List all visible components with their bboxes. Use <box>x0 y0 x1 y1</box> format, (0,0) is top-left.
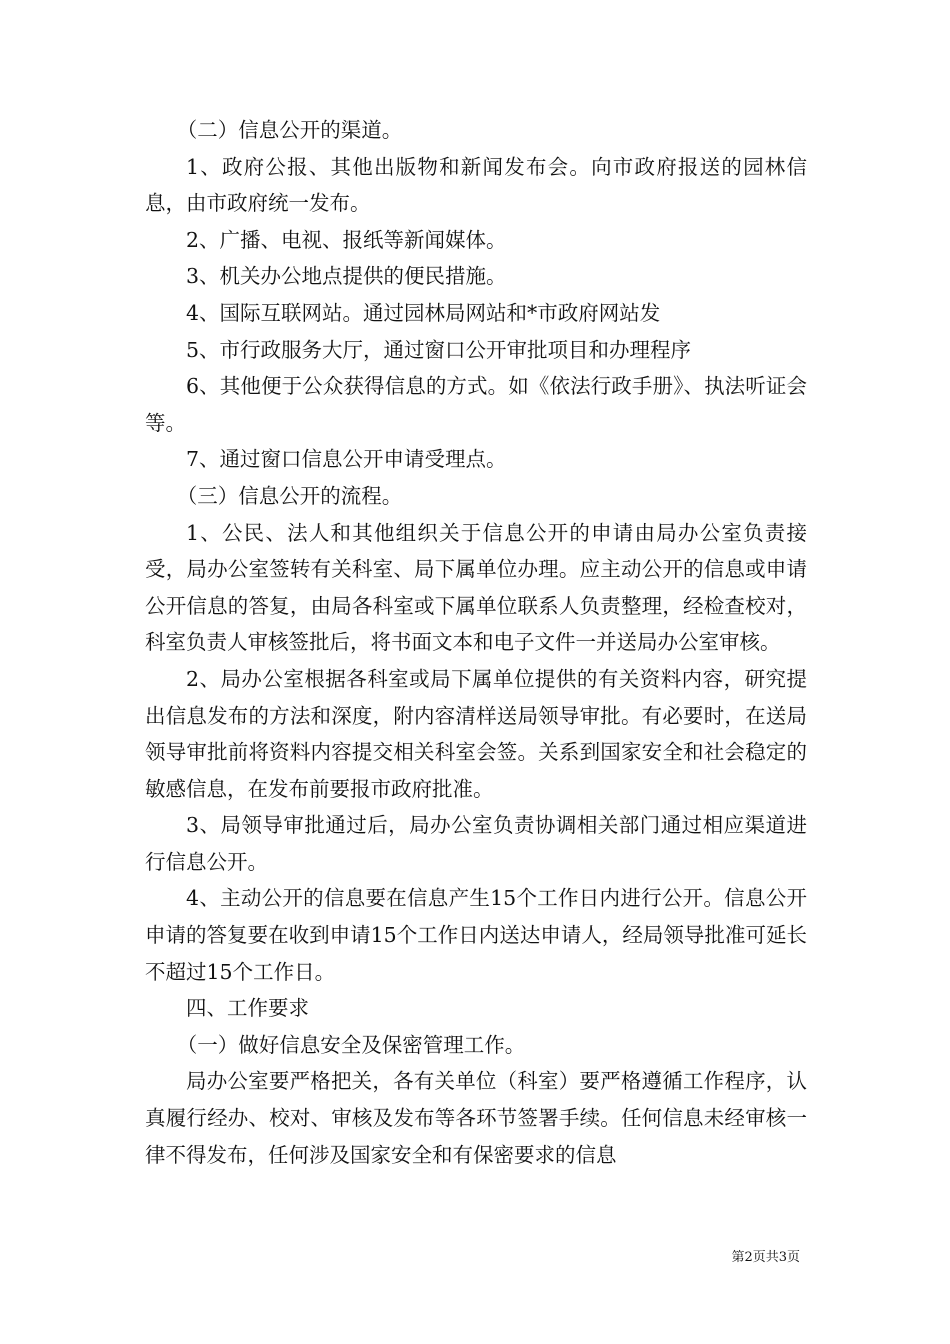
document-body <box>145 112 807 1173</box>
paragraph-process-4: 4、主动公开的信息要在信息产生15个工作日内进行公开。信息公开申请的答复要在收到申请15个工作日内送达申请人，经局领导批准可延长不超过15个工作日。 <box>145 886 807 984</box>
paragraph-channel-4: 4、国际互联网站。通过园林局网站和*市政府网站发 <box>186 300 661 325</box>
paragraph-channel-2: 2、广播、电视、报纸等新闻媒体。 <box>186 227 507 252</box>
paragraph-process-1: 1、公民、法人和其他组织关于信息公开的申请由局办公室负责接受，局办公室签转有关科室、局下属单位办理。应主动公开的信息或申请公开信息的答复，由局各科室或下属单位联系人负责整理，经检查校对，科室负责人审核签批后，将书面文本和电子文件一并送局办公室审核。 <box>145 520 807 655</box>
paragraph-process-3: 3、局领导审批通过后，局办公室负责协调相关部门通过相应渠道进行信息公开。 <box>145 813 807 874</box>
page-number-footer: 第2页共3页 <box>731 1250 800 1265</box>
section-heading-security: （一）做好信息安全及保密管理工作。 <box>176 1032 526 1057</box>
paragraph-channel-6: 6、其他便于公众获得信息的方式。如《依法行政手册》、执法听证会等。 <box>145 374 807 435</box>
paragraph-process-2: 2、局办公室根据各科室或局下属单位提供的有关资料内容，研究提出信息发布的方法和深度，附内容清样送局领导审批。有必要时，在送局领导审批前将资料内容提交相关科室会签。关系到国家安全和社会稳定的敏感信息，在发布前要报市政府批准。 <box>145 666 807 801</box>
paragraph-channel-1: 1、政府公报、其他出版物和新闻发布会。向市政府报送的园林信息，由市政府统一发布。 <box>145 154 807 216</box>
section-heading-work-requirements: 四、工作要求 <box>186 996 309 1021</box>
section-heading-channels: （二）信息公开的渠道。 <box>176 118 403 142</box>
paragraph-channel-3: 3、机关办公地点提供的便民措施。 <box>186 264 507 289</box>
paragraph-security: 局办公室要严格把关，各有关单位（科室）要严格遵循工作程序，认真履行经办、校对、审核及发布等各环节签署手续。任何信息未经审核一律不得发布，任何涉及国家安全和有保密要求的信息 <box>145 1069 807 1167</box>
paragraph-channel-7: 7、通过窗口信息公开申请受理点。 <box>186 447 507 472</box>
paragraph-channel-5: 5、市行政服务大厅，通过窗口公开审批项目和办理程序 <box>186 337 692 362</box>
section-heading-process: （三）信息公开的流程。 <box>176 483 403 508</box>
